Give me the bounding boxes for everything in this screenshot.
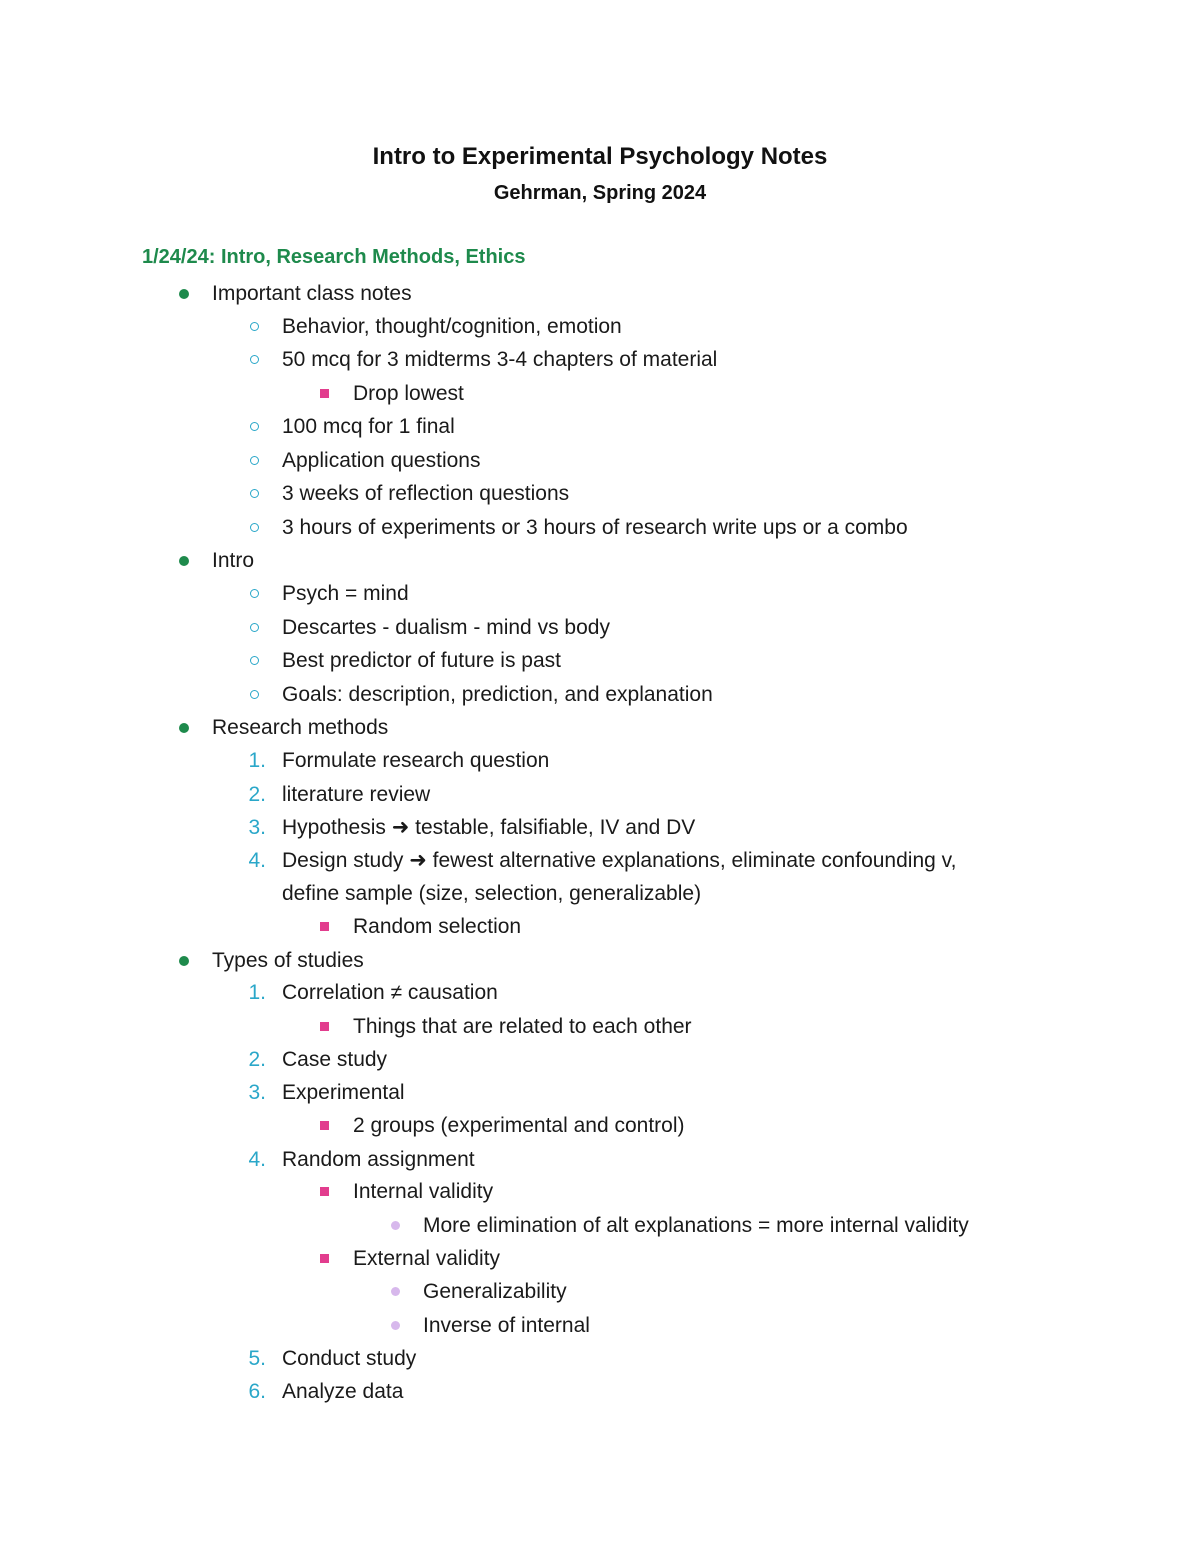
list-number: 4.: [248, 849, 266, 872]
bullet-square-icon: [320, 1254, 329, 1263]
list-item: Random assignment: [282, 1148, 475, 1171]
list-item: External validity: [353, 1247, 501, 1270]
list-item: Intro: [212, 549, 255, 572]
bullet-circle-icon: [250, 690, 259, 699]
document-subtitle: Gehrman, Spring 2024: [493, 182, 707, 204]
list-item: Psych = mind: [282, 582, 409, 605]
bullet-dot-icon: [391, 1321, 400, 1330]
section-heading: 1/24/24: Intro, Research Methods, Ethics: [142, 246, 526, 268]
list-item: Correlation ≠ causation: [282, 981, 498, 1004]
list-item: Analyze data: [282, 1380, 404, 1403]
bullet-square-icon: [320, 922, 329, 931]
list-item-continuation: define sample (size, selection, generalizable): [282, 882, 702, 905]
list-item: Experimental: [282, 1081, 405, 1104]
bullet-square-icon: [320, 389, 329, 398]
bullet-circle-icon: [250, 322, 259, 331]
bullet-circle-icon: [250, 456, 259, 465]
list-item: Formulate research question: [282, 749, 550, 772]
list-item: Random selection: [353, 915, 522, 938]
list-number: 5.: [248, 1347, 266, 1370]
list-number: 2.: [248, 783, 266, 806]
list-item: 100 mcq for 1 final: [282, 415, 455, 438]
list-item: Important class notes: [212, 282, 412, 305]
bullet-dot-icon: [391, 1287, 400, 1296]
list-item: Conduct study: [282, 1347, 417, 1370]
bullet-square-icon: [320, 1121, 329, 1130]
list-item: Application questions: [282, 449, 481, 472]
bullet-dot-icon: [391, 1221, 400, 1230]
list-number: 2.: [248, 1048, 266, 1071]
list-item: Generalizability: [423, 1280, 567, 1303]
list-item: More elimination of alt explanations = more internal validity: [423, 1214, 969, 1237]
bullet-circle-icon: [250, 523, 259, 532]
bullet-circle-icon: [250, 422, 259, 431]
list-item: Case study: [282, 1048, 388, 1071]
list-item: Design study ➜ fewest alternative explanations, eliminate confounding v,: [282, 849, 957, 872]
list-item: Types of studies: [212, 949, 364, 972]
list-item: Drop lowest: [353, 382, 464, 405]
list-item: Goals: description, prediction, and explanation: [282, 683, 713, 706]
bullet-circle-icon: [250, 489, 259, 498]
list-item: 50 mcq for 3 midterms 3-4 chapters of material: [282, 348, 718, 371]
list-item: Internal validity: [353, 1180, 494, 1203]
list-item: 3 weeks of reflection questions: [282, 482, 570, 505]
bullet-dot-icon: [179, 289, 189, 299]
bullet-dot-icon: [179, 556, 189, 566]
bullet-square-icon: [320, 1022, 329, 1031]
list-item: Descartes - dualism - mind vs body: [282, 616, 610, 639]
list-item: Hypothesis ➜ testable, falsifiable, IV and DV: [282, 816, 696, 839]
bullet-square-icon: [320, 1187, 329, 1196]
list-number: 3.: [248, 816, 266, 839]
list-item: Inverse of internal: [423, 1314, 590, 1337]
bullet-dot-icon: [179, 723, 189, 733]
list-item: Research methods: [212, 716, 389, 739]
document-title: Intro to Experimental Psychology Notes: [372, 143, 828, 170]
bullet-circle-icon: [250, 589, 259, 598]
list-item: Best predictor of future is past: [282, 649, 561, 672]
list-number: 6.: [248, 1380, 266, 1403]
bullet-circle-icon: [250, 656, 259, 665]
list-item: Things that are related to each other: [353, 1015, 692, 1038]
list-number: 3.: [248, 1081, 266, 1104]
bullet-circle-icon: [250, 623, 259, 632]
list-item: 2 groups (experimental and control): [353, 1114, 685, 1137]
list-item: 3 hours of experiments or 3 hours of research write ups or a combo: [282, 516, 908, 539]
list-item: literature review: [282, 783, 431, 806]
bullet-dot-icon: [179, 956, 189, 966]
list-number: 1.: [248, 981, 266, 1004]
list-item: Behavior, thought/cognition, emotion: [282, 315, 622, 338]
bullet-circle-icon: [250, 355, 259, 364]
list-number: 4.: [248, 1148, 266, 1171]
list-number: 1.: [248, 749, 266, 772]
